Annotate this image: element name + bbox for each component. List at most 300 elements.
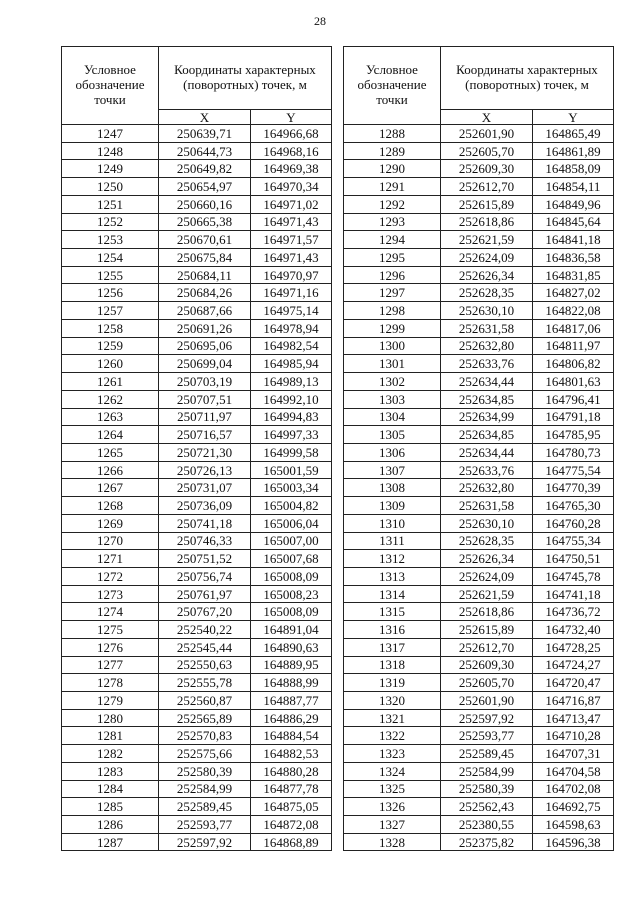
y-coordinate-cell: 164745,78 <box>533 567 614 585</box>
y-coordinate-cell: 164868,89 <box>251 833 332 851</box>
y-coordinate-cell: 164750,51 <box>533 550 614 568</box>
y-coordinate-cell: 164887,77 <box>251 692 332 710</box>
point-number-cell: 1320 <box>344 692 441 710</box>
point-number-cell: 1327 <box>344 816 441 834</box>
point-number-cell: 1307 <box>344 461 441 479</box>
x-coordinate-cell: 252633,76 <box>441 355 533 373</box>
table-row <box>344 479 614 497</box>
x-coordinate-cell: 250756,74 <box>159 567 251 585</box>
y-coordinate-cell: 165008,09 <box>251 603 332 621</box>
x-coordinate-cell: 252560,87 <box>159 692 251 710</box>
point-number-cell: 1250 <box>62 178 159 196</box>
y-coordinate-cell: 164716,87 <box>533 692 614 710</box>
table-row <box>62 195 332 213</box>
table-row <box>62 178 332 196</box>
y-coordinate-cell: 164841,18 <box>533 231 614 249</box>
table-row <box>62 762 332 780</box>
y-coordinate-cell: 164724,27 <box>533 656 614 674</box>
table-row <box>62 656 332 674</box>
x-coordinate-cell: 250649,82 <box>159 160 251 178</box>
page-number: 28 <box>314 14 326 28</box>
point-number-cell: 1298 <box>344 302 441 320</box>
x-coordinate-cell: 252634,44 <box>441 373 533 391</box>
table-row <box>62 461 332 479</box>
x-coordinate-cell: 252630,10 <box>441 302 533 320</box>
y-coordinate-cell: 164971,16 <box>251 284 332 302</box>
table-row <box>344 638 614 656</box>
x-coordinate-cell: 252545,44 <box>159 638 251 656</box>
x-coordinate-cell: 250699,04 <box>159 355 251 373</box>
y-coordinate-cell: 164875,05 <box>251 798 332 816</box>
table-row <box>344 408 614 426</box>
point-number-cell: 1302 <box>344 373 441 391</box>
y-coordinate-cell: 164971,57 <box>251 231 332 249</box>
x-coordinate-cell: 250691,26 <box>159 319 251 337</box>
point-number-cell: 1260 <box>62 355 159 373</box>
point-number-cell: 1264 <box>62 426 159 444</box>
table-body-right <box>344 125 614 851</box>
table-row <box>344 762 614 780</box>
y-coordinate-cell: 164785,95 <box>533 426 614 444</box>
x-coordinate-cell: 252626,34 <box>441 266 533 284</box>
x-coordinate-cell: 252550,63 <box>159 656 251 674</box>
table-row <box>344 390 614 408</box>
y-coordinate-cell: 164755,34 <box>533 532 614 550</box>
y-coordinate-cell: 165007,00 <box>251 532 332 550</box>
point-number-cell: 1322 <box>344 727 441 745</box>
y-coordinate-cell: 164975,14 <box>251 302 332 320</box>
point-number-cell: 1305 <box>344 426 441 444</box>
y-coordinate-cell: 164854,11 <box>533 178 614 196</box>
y-coordinate-cell: 164971,43 <box>251 249 332 267</box>
table-row <box>62 550 332 568</box>
point-number-cell: 1256 <box>62 284 159 302</box>
point-number-cell: 1248 <box>62 142 159 160</box>
table-row <box>62 231 332 249</box>
point-number-cell: 1290 <box>344 160 441 178</box>
table-row <box>344 514 614 532</box>
y-coordinate-cell: 164865,49 <box>533 125 614 143</box>
y-coordinate-cell: 164791,18 <box>533 408 614 426</box>
point-number-cell: 1301 <box>344 355 441 373</box>
x-coordinate-cell: 252631,58 <box>441 319 533 337</box>
x-coordinate-cell: 252584,99 <box>159 780 251 798</box>
table-row <box>62 443 332 461</box>
header-x: X <box>159 110 251 125</box>
table-row <box>344 355 614 373</box>
x-coordinate-cell: 252628,35 <box>441 532 533 550</box>
x-coordinate-cell: 252565,89 <box>159 709 251 727</box>
y-coordinate-cell: 164872,08 <box>251 816 332 834</box>
x-coordinate-cell: 250675,84 <box>159 249 251 267</box>
x-coordinate-cell: 250665,38 <box>159 213 251 231</box>
point-number-cell: 1284 <box>62 780 159 798</box>
y-coordinate-cell: 164886,29 <box>251 709 332 727</box>
table-row <box>344 798 614 816</box>
x-coordinate-cell: 250736,09 <box>159 497 251 515</box>
y-coordinate-cell: 165007,68 <box>251 550 332 568</box>
y-coordinate-cell: 164827,02 <box>533 284 614 302</box>
x-coordinate-cell: 250707,51 <box>159 390 251 408</box>
x-coordinate-cell: 252609,30 <box>441 160 533 178</box>
y-coordinate-cell: 164992,10 <box>251 390 332 408</box>
point-number-cell: 1266 <box>62 461 159 479</box>
point-number-cell: 1249 <box>62 160 159 178</box>
x-coordinate-cell: 250660,16 <box>159 195 251 213</box>
table-row <box>344 284 614 302</box>
y-coordinate-cell: 164970,97 <box>251 266 332 284</box>
x-coordinate-cell: 252593,77 <box>441 727 533 745</box>
x-coordinate-cell: 250639,71 <box>159 125 251 143</box>
x-coordinate-cell: 252634,44 <box>441 443 533 461</box>
x-coordinate-cell: 250726,13 <box>159 461 251 479</box>
table-row <box>344 816 614 834</box>
y-coordinate-cell: 164888,99 <box>251 674 332 692</box>
point-number-cell: 1270 <box>62 532 159 550</box>
x-coordinate-cell: 252632,80 <box>441 479 533 497</box>
x-coordinate-cell: 250761,97 <box>159 585 251 603</box>
y-coordinate-cell: 164970,34 <box>251 178 332 196</box>
y-coordinate-cell: 164736,72 <box>533 603 614 621</box>
x-coordinate-cell: 252626,34 <box>441 550 533 568</box>
point-number-cell: 1328 <box>344 833 441 851</box>
x-coordinate-cell: 252575,66 <box>159 745 251 763</box>
coordinates-table-left <box>61 46 332 851</box>
table-row <box>344 337 614 355</box>
point-number-cell: 1315 <box>344 603 441 621</box>
y-coordinate-cell: 164997,33 <box>251 426 332 444</box>
y-coordinate-cell: 164880,28 <box>251 762 332 780</box>
point-number-cell: 1299 <box>344 319 441 337</box>
y-coordinate-cell: 164741,18 <box>533 585 614 603</box>
table-row <box>344 497 614 515</box>
y-coordinate-cell: 164978,94 <box>251 319 332 337</box>
point-number-cell: 1292 <box>344 195 441 213</box>
y-coordinate-cell: 164989,13 <box>251 373 332 391</box>
x-coordinate-cell: 252624,09 <box>441 249 533 267</box>
point-number-cell: 1287 <box>62 833 159 851</box>
table-row <box>344 727 614 745</box>
x-coordinate-cell: 252555,78 <box>159 674 251 692</box>
table-row <box>62 355 332 373</box>
y-coordinate-cell: 164968,16 <box>251 142 332 160</box>
y-coordinate-cell: 165006,04 <box>251 514 332 532</box>
table-row <box>344 461 614 479</box>
point-number-cell: 1312 <box>344 550 441 568</box>
x-coordinate-cell: 250716,57 <box>159 426 251 444</box>
point-number-cell: 1289 <box>344 142 441 160</box>
x-coordinate-cell: 252612,70 <box>441 178 533 196</box>
point-number-cell: 1272 <box>62 567 159 585</box>
point-number-cell: 1325 <box>344 780 441 798</box>
point-number-cell: 1254 <box>62 249 159 267</box>
point-number-cell: 1323 <box>344 745 441 763</box>
table-row <box>344 656 614 674</box>
x-coordinate-cell: 252580,39 <box>441 780 533 798</box>
point-number-cell: 1288 <box>344 125 441 143</box>
point-number-cell: 1306 <box>344 443 441 461</box>
x-coordinate-cell: 252562,43 <box>441 798 533 816</box>
y-coordinate-cell: 164971,02 <box>251 195 332 213</box>
x-coordinate-cell: 252580,39 <box>159 762 251 780</box>
point-number-cell: 1293 <box>344 213 441 231</box>
y-coordinate-cell: 164966,68 <box>251 125 332 143</box>
y-coordinate-cell: 164889,95 <box>251 656 332 674</box>
y-coordinate-cell: 164732,40 <box>533 621 614 639</box>
y-coordinate-cell: 164861,89 <box>533 142 614 160</box>
table-row <box>62 603 332 621</box>
y-coordinate-cell: 164720,47 <box>533 674 614 692</box>
point-number-cell: 1309 <box>344 497 441 515</box>
point-number-cell: 1265 <box>62 443 159 461</box>
point-number-cell: 1296 <box>344 266 441 284</box>
table-row <box>62 745 332 763</box>
x-coordinate-cell: 250741,18 <box>159 514 251 532</box>
x-coordinate-cell: 252375,82 <box>441 833 533 851</box>
point-number-cell: 1267 <box>62 479 159 497</box>
x-coordinate-cell: 252593,77 <box>159 816 251 834</box>
y-coordinate-cell: 165001,59 <box>251 461 332 479</box>
x-coordinate-cell: 252601,90 <box>441 125 533 143</box>
table-row <box>62 319 332 337</box>
point-number-cell: 1295 <box>344 249 441 267</box>
table-row <box>344 709 614 727</box>
x-coordinate-cell: 252621,59 <box>441 231 533 249</box>
table-row <box>62 532 332 550</box>
x-coordinate-cell: 252632,80 <box>441 337 533 355</box>
table-row <box>344 249 614 267</box>
point-number-cell: 1261 <box>62 373 159 391</box>
table-row <box>344 833 614 851</box>
table-row <box>344 266 614 284</box>
table-row <box>344 692 614 710</box>
table-row <box>62 798 332 816</box>
table-row <box>344 426 614 444</box>
x-coordinate-cell: 250751,52 <box>159 550 251 568</box>
x-coordinate-cell: 252633,76 <box>441 461 533 479</box>
table-row <box>62 213 332 231</box>
table-row <box>62 709 332 727</box>
table-row <box>62 497 332 515</box>
y-coordinate-cell: 164765,30 <box>533 497 614 515</box>
x-coordinate-cell: 252601,90 <box>441 692 533 710</box>
table-row <box>344 302 614 320</box>
table-row <box>62 621 332 639</box>
table-row <box>62 160 332 178</box>
point-number-cell: 1269 <box>62 514 159 532</box>
x-coordinate-cell: 252540,22 <box>159 621 251 639</box>
y-coordinate-cell: 164770,39 <box>533 479 614 497</box>
x-coordinate-cell: 250684,26 <box>159 284 251 302</box>
table-row <box>62 302 332 320</box>
x-coordinate-cell: 252634,99 <box>441 408 533 426</box>
point-number-cell: 1316 <box>344 621 441 639</box>
table-row <box>344 319 614 337</box>
y-coordinate-cell: 164760,28 <box>533 514 614 532</box>
point-number-cell: 1324 <box>344 762 441 780</box>
x-coordinate-cell: 252380,55 <box>441 816 533 834</box>
y-coordinate-cell: 164817,06 <box>533 319 614 337</box>
y-coordinate-cell: 164704,58 <box>533 762 614 780</box>
point-number-cell: 1268 <box>62 497 159 515</box>
point-number-cell: 1279 <box>62 692 159 710</box>
point-number-cell: 1278 <box>62 674 159 692</box>
x-coordinate-cell: 250670,61 <box>159 231 251 249</box>
x-coordinate-cell: 252570,83 <box>159 727 251 745</box>
point-number-cell: 1283 <box>62 762 159 780</box>
table-row <box>62 390 332 408</box>
x-coordinate-cell: 250644,73 <box>159 142 251 160</box>
y-coordinate-cell: 165008,23 <box>251 585 332 603</box>
table-row <box>62 638 332 656</box>
point-number-cell: 1280 <box>62 709 159 727</box>
table-row <box>344 142 614 160</box>
y-coordinate-cell: 164971,43 <box>251 213 332 231</box>
table-row <box>62 426 332 444</box>
point-number-cell: 1274 <box>62 603 159 621</box>
y-coordinate-cell: 164801,63 <box>533 373 614 391</box>
y-coordinate-cell: 164775,54 <box>533 461 614 479</box>
point-number-cell: 1271 <box>62 550 159 568</box>
table-row <box>344 373 614 391</box>
y-coordinate-cell: 164836,58 <box>533 249 614 267</box>
y-coordinate-cell: 164877,78 <box>251 780 332 798</box>
table-row <box>344 195 614 213</box>
y-coordinate-cell: 164849,96 <box>533 195 614 213</box>
x-coordinate-cell: 252631,58 <box>441 497 533 515</box>
coordinates-table-right <box>343 46 614 851</box>
y-coordinate-cell: 164999,58 <box>251 443 332 461</box>
table-row <box>344 603 614 621</box>
table-row <box>62 727 332 745</box>
table-row <box>62 337 332 355</box>
y-coordinate-cell: 164713,47 <box>533 709 614 727</box>
point-number-cell: 1247 <box>62 125 159 143</box>
table-row <box>62 674 332 692</box>
table-row <box>62 585 332 603</box>
point-number-cell: 1252 <box>62 213 159 231</box>
x-coordinate-cell: 252624,09 <box>441 567 533 585</box>
table-row <box>344 550 614 568</box>
y-coordinate-cell: 164831,85 <box>533 266 614 284</box>
table-row <box>344 567 614 585</box>
point-number-cell: 1263 <box>62 408 159 426</box>
header-y: Y <box>251 110 332 125</box>
point-number-cell: 1318 <box>344 656 441 674</box>
y-coordinate-cell: 164969,38 <box>251 160 332 178</box>
point-number-cell: 1321 <box>344 709 441 727</box>
point-number-cell: 1297 <box>344 284 441 302</box>
y-coordinate-cell: 164994,83 <box>251 408 332 426</box>
y-coordinate-cell: 164884,54 <box>251 727 332 745</box>
y-coordinate-cell: 164845,64 <box>533 213 614 231</box>
point-number-cell: 1326 <box>344 798 441 816</box>
y-coordinate-cell: 164780,73 <box>533 443 614 461</box>
table-row <box>344 674 614 692</box>
x-coordinate-cell: 252634,85 <box>441 390 533 408</box>
table-row <box>344 125 614 143</box>
point-number-cell: 1259 <box>62 337 159 355</box>
x-coordinate-cell: 252584,99 <box>441 762 533 780</box>
point-number-cell: 1304 <box>344 408 441 426</box>
header-coords-label: Координаты характерных (поворотных) точек, м <box>159 47 332 110</box>
x-coordinate-cell: 252589,45 <box>441 745 533 763</box>
y-coordinate-cell: 164710,28 <box>533 727 614 745</box>
table-row <box>344 780 614 798</box>
table-row <box>344 532 614 550</box>
x-coordinate-cell: 250654,97 <box>159 178 251 196</box>
point-number-cell: 1262 <box>62 390 159 408</box>
x-coordinate-cell: 252605,70 <box>441 142 533 160</box>
point-number-cell: 1310 <box>344 514 441 532</box>
point-number-cell: 1313 <box>344 567 441 585</box>
point-number-cell: 1285 <box>62 798 159 816</box>
point-number-cell: 1300 <box>344 337 441 355</box>
table-row <box>62 833 332 851</box>
x-coordinate-cell: 250703,19 <box>159 373 251 391</box>
y-coordinate-cell: 164890,63 <box>251 638 332 656</box>
x-coordinate-cell: 252597,92 <box>159 833 251 851</box>
x-coordinate-cell: 250687,66 <box>159 302 251 320</box>
table-row <box>62 692 332 710</box>
point-number-cell: 1281 <box>62 727 159 745</box>
y-coordinate-cell: 164985,94 <box>251 355 332 373</box>
header-point-label: Условное обозначение точки <box>344 47 441 125</box>
x-coordinate-cell: 252615,89 <box>441 621 533 639</box>
x-coordinate-cell: 252597,92 <box>441 709 533 727</box>
table-row <box>344 585 614 603</box>
point-number-cell: 1276 <box>62 638 159 656</box>
header-point-label: Условное обозначение точки <box>62 47 159 125</box>
point-number-cell: 1253 <box>62 231 159 249</box>
y-coordinate-cell: 164858,09 <box>533 160 614 178</box>
x-coordinate-cell: 252612,70 <box>441 638 533 656</box>
y-coordinate-cell: 165003,34 <box>251 479 332 497</box>
header-coords-label: Координаты характерных (поворотных) точек, м <box>441 47 614 110</box>
x-coordinate-cell: 252630,10 <box>441 514 533 532</box>
table-row <box>62 567 332 585</box>
x-coordinate-cell: 252618,86 <box>441 603 533 621</box>
point-number-cell: 1255 <box>62 266 159 284</box>
table-row <box>62 780 332 798</box>
x-coordinate-cell: 252589,45 <box>159 798 251 816</box>
point-number-cell: 1314 <box>344 585 441 603</box>
y-coordinate-cell: 165008,09 <box>251 567 332 585</box>
point-number-cell: 1317 <box>344 638 441 656</box>
point-number-cell: 1319 <box>344 674 441 692</box>
table-row <box>62 479 332 497</box>
y-coordinate-cell: 165004,82 <box>251 497 332 515</box>
y-coordinate-cell: 164806,82 <box>533 355 614 373</box>
table-row <box>62 125 332 143</box>
point-number-cell: 1282 <box>62 745 159 763</box>
y-coordinate-cell: 164702,08 <box>533 780 614 798</box>
point-number-cell: 1251 <box>62 195 159 213</box>
x-coordinate-cell: 250731,07 <box>159 479 251 497</box>
table-row <box>62 266 332 284</box>
x-coordinate-cell: 250711,97 <box>159 408 251 426</box>
table-row <box>62 284 332 302</box>
header-x: X <box>441 110 533 125</box>
table-row <box>62 816 332 834</box>
point-number-cell: 1275 <box>62 621 159 639</box>
x-coordinate-cell: 252618,86 <box>441 213 533 231</box>
x-coordinate-cell: 250695,06 <box>159 337 251 355</box>
x-coordinate-cell: 252634,85 <box>441 426 533 444</box>
y-coordinate-cell: 164891,04 <box>251 621 332 639</box>
table-row <box>62 514 332 532</box>
y-coordinate-cell: 164692,75 <box>533 798 614 816</box>
